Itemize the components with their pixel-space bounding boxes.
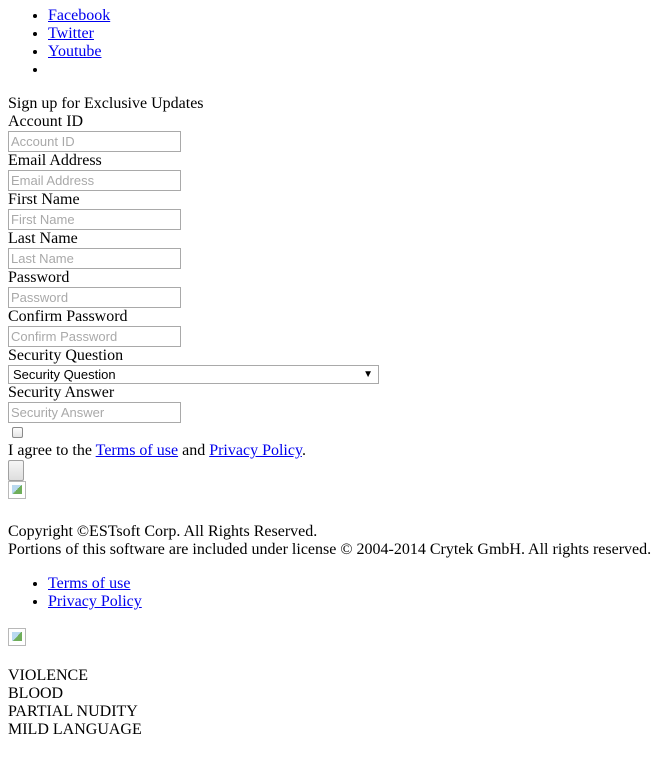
agree-middle: and [178,442,210,459]
security-question-label: Security Question [8,347,124,364]
footer-item-privacy [48,593,142,611]
content-descriptors [8,667,142,739]
social-item-empty [48,61,110,79]
confirm-password-input[interactable] [8,326,181,347]
rating-image-icon [8,628,26,646]
last-name-label: Last Name [8,230,78,247]
signup-heading: Sign up for Exclusive Updates [8,95,204,112]
social-item-facebook [48,7,110,25]
facebook-link[interactable]: Facebook [48,7,111,24]
twitter-link[interactable]: Twitter [48,25,94,42]
broken-image-icon [8,481,26,499]
password-label: Password [8,269,70,286]
copyright-block [8,523,651,559]
footer-links-list [0,575,142,611]
social-links-list [0,7,110,79]
security-question-select[interactable] [8,365,379,384]
descriptor-violence: VIOLENCE [8,667,88,684]
signup-form [8,95,662,499]
account-id-label: Account ID [8,113,84,130]
license-line: Portions of this software are included under license © 2004-2014 Crytek GmbH. All rights reserved. [8,541,652,558]
copyright-line: Copyright ©ESTsoft Corp. All Rights Reserved. [8,523,318,540]
descriptor-blood: BLOOD [8,685,64,702]
first-name-label: First Name [8,191,80,208]
footer-item-terms [48,575,142,593]
descriptor-partial-nudity: PARTIAL NUDITY [8,703,138,720]
footer-terms-link[interactable]: Terms of use [48,575,131,592]
security-answer-label: Security Answer [8,384,115,401]
social-item-twitter [48,25,110,43]
password-input[interactable] [8,287,181,308]
email-input[interactable] [8,170,181,191]
security-question-selected: Security Question [13,367,116,382]
first-name-input[interactable] [8,209,181,230]
confirm-password-label: Confirm Password [8,308,128,325]
account-id-input[interactable] [8,131,181,152]
email-label: Email Address [8,152,102,169]
descriptor-mild-language: MILD LANGUAGE [8,721,142,738]
agree-checkbox[interactable] [12,427,23,438]
agree-suffix: . [301,442,306,459]
security-answer-input[interactable] [8,402,181,423]
agree-prefix: I agree to the [8,442,96,459]
privacy-policy-link[interactable]: Privacy Policy [209,442,302,459]
last-name-input[interactable] [8,248,181,269]
agree-text [8,442,662,460]
footer-privacy-link[interactable]: Privacy Policy [48,593,142,610]
submit-button[interactable] [8,460,24,481]
dropdown-arrow-icon: ▼ [363,369,373,380]
social-item-youtube [48,43,110,61]
youtube-link[interactable]: Youtube [48,43,102,60]
terms-of-use-link[interactable]: Terms of use [95,442,179,459]
